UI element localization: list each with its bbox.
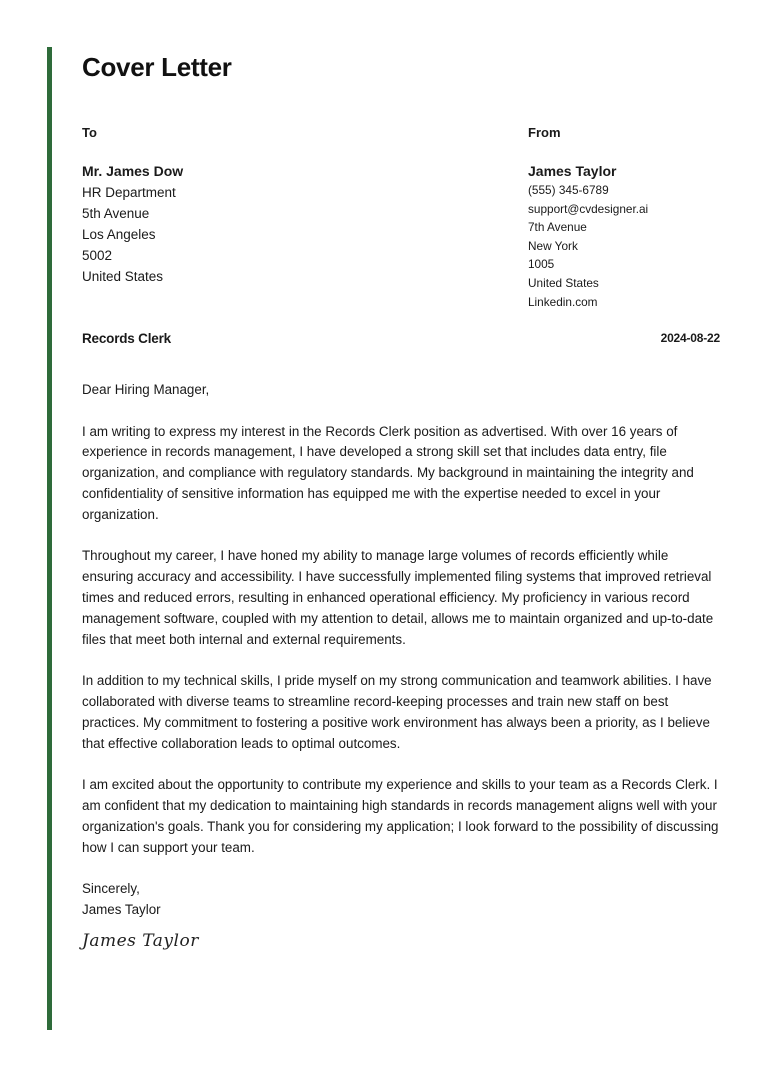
recipient-name: Mr. James Dow xyxy=(82,163,184,179)
sender-street: 7th Avenue xyxy=(528,220,587,235)
sender-zip: 1005 xyxy=(528,257,555,272)
signature: James Taylor xyxy=(82,930,199,951)
closing-name: James Taylor xyxy=(82,901,161,917)
body-paragraph-1: I am writing to express my interest in the Records Clerk position as advertised. With over 16 years of experience in records management, I have developed a strong skill set that includes data entry, file organization, and compliance with regulatory standards. My background in maintaining the integrity and confidentiality of sensitive information has equipped me with the expertise needed to excel in your organization. xyxy=(82,423,694,522)
sender-linkedin: Linkedin.com xyxy=(528,294,598,309)
sender-email: support@cvdesigner.ai xyxy=(528,201,649,216)
sender-city: New York xyxy=(528,238,578,253)
position-title: Records Clerk xyxy=(82,331,171,346)
recipient-label: To xyxy=(82,125,97,140)
accent-bar xyxy=(47,47,52,1030)
letter-body xyxy=(82,380,722,951)
sender-phone: (555) 345-6789 xyxy=(528,183,609,197)
body-paragraph-4: I am excited about the opportunity to contribute my experience and skills to your team as a Records Clerk. I am confident that my dedication to maintaining high standards in records management aligns well with your organization's goals. Thank you for considering my application; I look forward to the possibility of discussing how I can support your team. xyxy=(82,777,719,855)
page-title: Cover Letter xyxy=(82,52,232,82)
sender-block xyxy=(528,125,728,311)
body-paragraph-2: Throughout my career, I have honed my ability to manage large volumes of records efficiently while ensuring accuracy and accessibility. I have successfully implemented filing systems that improved retrieval times and reduced errors, resulting in enhanced operational efficiency. My proficiency in various record management software, coupled with my attention to detail, allows me to maintain organized and up-to-date files that meet both internal and external requirements. xyxy=(82,548,714,647)
sender-name: James Taylor xyxy=(528,163,617,179)
recipient-city: Los Angeles xyxy=(82,227,156,242)
sender-label: From xyxy=(528,125,561,140)
recipient-department: HR Department xyxy=(82,185,176,200)
recipient-zip: 5002 xyxy=(82,248,113,263)
sender-country: United States xyxy=(528,275,599,290)
recipient-street: 5th Avenue xyxy=(82,206,150,221)
recipient-block xyxy=(82,125,462,287)
recipient-country: United States xyxy=(82,269,164,284)
body-paragraph-3: In addition to my technical skills, I pride myself on my strong communication and teamwork abilities. I have collaborated with diverse teams to streamline record-keeping processes and train new staff on best practices. My commitment to fostering a positive work environment has always been a priority, as I believe that effective collaboration leads to optimal outcomes. xyxy=(82,673,712,751)
closing: Sincerely, xyxy=(82,881,140,897)
letter-date: 2024-08-22 xyxy=(660,331,720,345)
salutation: Dear Hiring Manager, xyxy=(82,382,210,397)
